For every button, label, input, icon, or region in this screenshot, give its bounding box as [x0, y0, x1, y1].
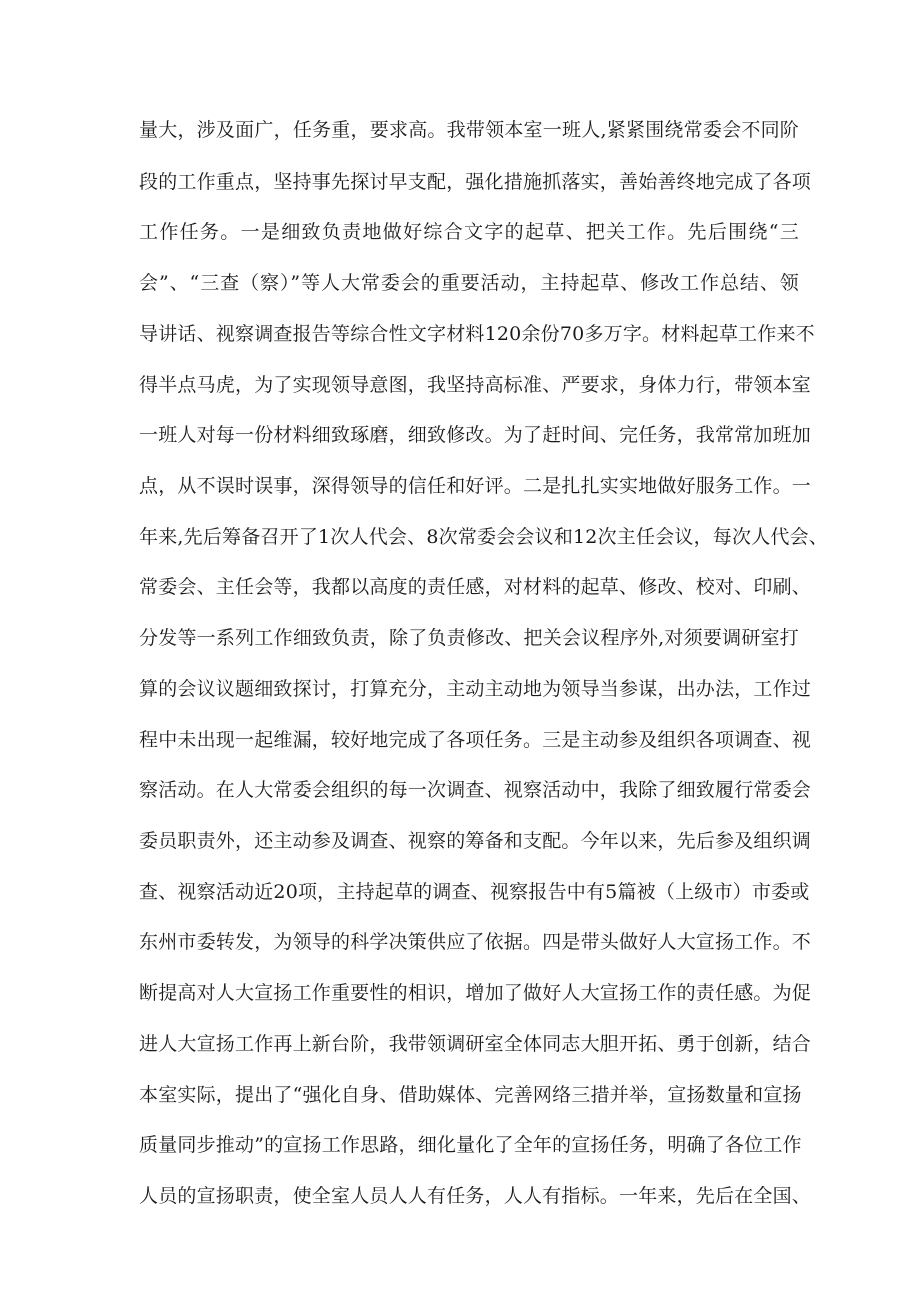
- text-line: 东州市委转发，为领导的科学决策供应了依据。四是带头做好人大宣扬工作。不: [139, 931, 812, 953]
- text-line: 得半点马虎，为了实现领导意图，我坚持高标准、严要求，身体力行，带领本室: [139, 374, 812, 396]
- text-line: 一班人对每一份材料细致琢磨，细致修改。为了赶时间、完任务，我常常加班加: [139, 424, 812, 446]
- text-line: 量大，涉及面广，任务重，要求高。我带领本室一班人,紧紧围绕常委会不同阶: [139, 119, 799, 141]
- text-line: 本室实际，提出了“强化自身、借助媒体、完善网络三措并举，宣扬数量和宣扬: [139, 1084, 802, 1106]
- text-line: 段的工作重点，坚持事先探讨早支配，强化措施抓落实，善始善终地完成了各项: [139, 171, 812, 193]
- text-line: 察活动。在人大常委会组织的每一次调查、视察活动中，我除了细致履行常委会: [139, 779, 812, 801]
- text-line: 点，从不误时误事，深得领导的信任和好评。二是扎扎实实地做好服务工作。一: [139, 475, 812, 497]
- text-line: 会”、“三查（察）”等人大常委会的重要活动，主持起草、修改工作总结、领: [139, 272, 799, 294]
- text-line: 程中未出现一起维漏，较好地完成了各项任务。三是主动参及组织各项调查、视: [139, 729, 812, 751]
- text-line: 导讲话、视察调查报告等综合性文字材料120余份70多万字。材料起草工作来不: [139, 323, 815, 345]
- text-line: 工作任务。一是细致负责地做好综合文字的起草、把关工作。先后围绕“三: [139, 221, 799, 243]
- text-line: 年来,先后筹备召开了1次人代会、8次常委会会议和12次主任会议，每次人代会、: [139, 526, 828, 548]
- text-line: 人员的宣扬职责，使全室人员人人有任务，人人有指标。一年来，先后在全国、: [139, 1185, 812, 1207]
- text-line: 质量同步推动”的宣扬工作思路，细化量化了全年的宣扬任务，明确了各位工作: [139, 1134, 802, 1156]
- text-line: 委员职责外，还主动参及调查、视察的筹备和支配。今年以来，先后参及组织调: [139, 830, 812, 852]
- text-line: 分发等一系列工作细致负责，除了负责修改、把关会议程序外,对须要调研室打: [139, 627, 799, 649]
- text-line: 常委会、主任会等，我都以高度的责任感，对材料的起草、修改、校对、印刷、: [139, 576, 812, 598]
- text-line: 断提高对人大宣扬工作重要性的相识，增加了做好人大宣扬工作的责任感。为促: [139, 982, 812, 1004]
- text-line: 算的会议议题细致探讨，打算充分，主动主动地为领导当参谋，出办法，工作过: [139, 678, 812, 700]
- text-line: 查、视察活动近20项，主持起草的调查、视察报告中有5篇被（上级市）市委或: [139, 881, 810, 903]
- text-line: 进人大宣扬工作再上新台阶，我带领调研室全体同志大胆开拓、勇于创新，结合: [139, 1033, 812, 1055]
